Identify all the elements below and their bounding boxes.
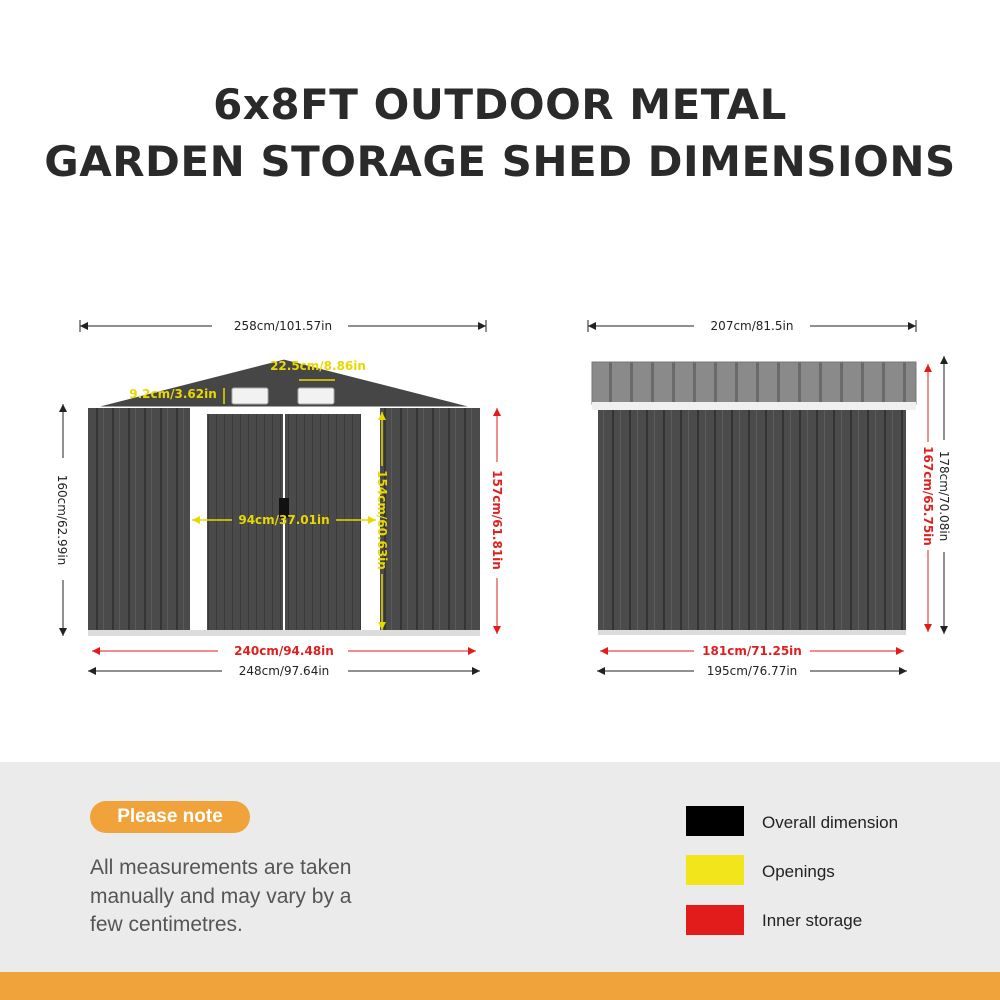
door-width-label: 94cm/37.01in	[238, 513, 330, 527]
note-line-3: few centimetres.	[90, 913, 243, 936]
side-inner-width	[600, 644, 904, 658]
front-overall-height	[55, 404, 69, 636]
legend-swatch-overall	[686, 806, 744, 836]
front-base-width-label: 248cm/97.64in	[238, 664, 330, 678]
note-line-1: All measurements are taken	[90, 856, 352, 879]
side-base-width-label: 195cm/76.77in	[706, 664, 798, 678]
side-roof	[592, 362, 916, 404]
vent-height-label: 9.2cm/3.62in	[129, 387, 217, 401]
side-roof-trim	[592, 402, 916, 410]
side-overall-width	[588, 319, 916, 333]
door-height-label: 154cm/60.63in	[375, 470, 389, 570]
legend-label-openings: Openings	[762, 862, 835, 881]
side-wall	[598, 410, 906, 632]
side-inner-height	[921, 364, 935, 632]
side-base	[598, 630, 906, 635]
note-line-2: manually and may vary by a	[90, 885, 352, 908]
right-vent	[298, 388, 334, 404]
side-base-width	[597, 664, 907, 678]
front-inner-width-label: 240cm/94.48in	[234, 644, 334, 658]
front-overall-width	[80, 319, 486, 333]
please-note-badge: Please note	[90, 801, 250, 833]
front-base	[88, 630, 480, 636]
legend-swatch-openings	[686, 855, 744, 885]
side-overall-width-label: 207cm/81.5in	[710, 319, 794, 333]
door-top-width-label: 22.5cm/8.86in	[270, 359, 366, 373]
front-inner-width	[92, 644, 476, 658]
footer-accent-bar	[0, 972, 1000, 1000]
side-overall-height	[937, 356, 951, 634]
side-inner-width-label: 181cm/71.25in	[702, 644, 802, 658]
front-overall-height-label: 160cm/62.99in	[55, 474, 69, 566]
left-vent	[232, 388, 268, 404]
side-inner-height-label: 167cm/65.75in	[921, 446, 935, 546]
title-line-1: 6x8FT OUTDOOR METAL	[213, 80, 787, 129]
front-base-width	[88, 664, 480, 678]
front-inner-height-label: 157cm/61.81in	[490, 470, 504, 570]
legend-label-overall: Overall dimension	[762, 813, 899, 832]
title-line-2: GARDEN STORAGE SHED DIMENSIONS	[44, 137, 956, 186]
front-overall-width-label: 258cm/101.57in	[233, 319, 333, 333]
front-inner-height	[490, 408, 504, 634]
legend-swatch-inner	[686, 905, 744, 935]
side-shed	[592, 362, 916, 635]
side-overall-height-label: 178cm/70.08in	[937, 450, 951, 542]
legend-label-inner: Inner storage	[762, 911, 863, 930]
